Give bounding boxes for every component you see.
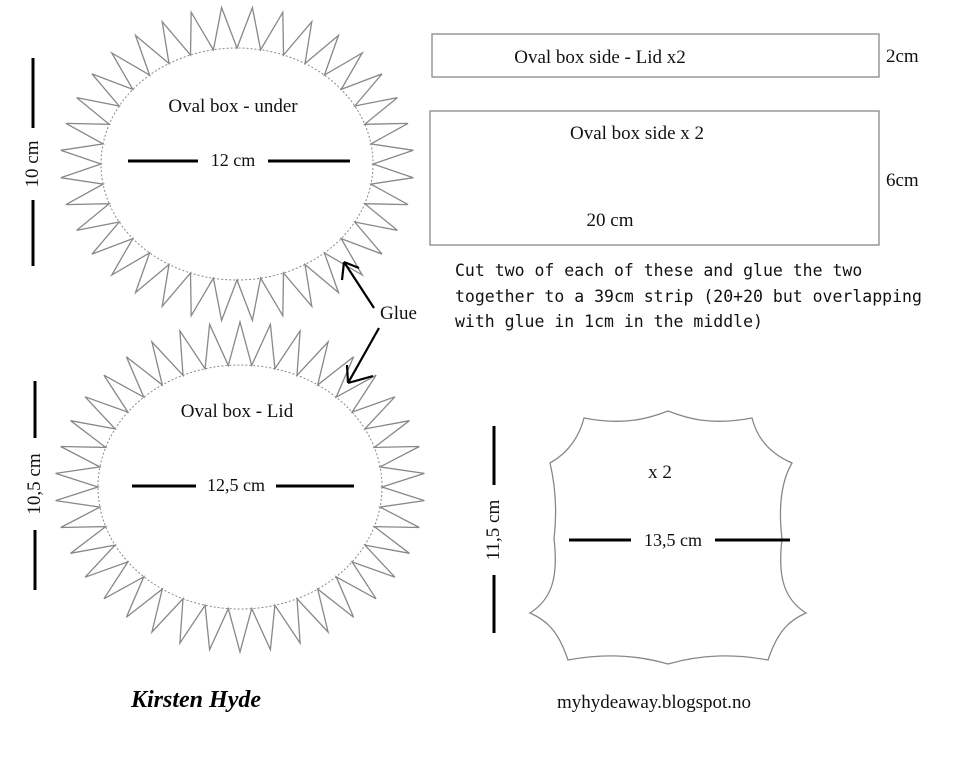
strip-side-height-label: 6cm xyxy=(886,170,919,191)
oval-under-width-label: 12 cm xyxy=(210,150,256,170)
label-shape-height-label: 11,5 cm xyxy=(483,499,504,561)
label-shape-count: x 2 xyxy=(648,462,672,483)
oval-under-height-label: 10 cm xyxy=(22,140,43,188)
instructions-line-2: together to a 39cm strip (20+20 but overlapping xyxy=(455,287,922,306)
label-shape-width-label: 13,5 cm xyxy=(644,530,702,550)
oval-under-height-dim xyxy=(22,58,43,266)
instructions-line-3: with glue in 1cm in the middle) xyxy=(455,312,763,331)
oval-under-piece xyxy=(61,8,414,321)
signature: Kirsten Hyde xyxy=(131,687,261,713)
oval-lid-height-dim xyxy=(24,381,45,590)
strip-side-label: Oval box side x 2 xyxy=(569,123,705,144)
glue-arrow-down-icon xyxy=(347,328,379,383)
strip-lid xyxy=(432,34,919,77)
label-shape-height-dim xyxy=(483,426,504,633)
oval-lid-piece xyxy=(56,322,425,652)
oval-lid-height-label: 10,5 cm xyxy=(24,453,45,515)
oval-under-title: Oval box - under xyxy=(168,96,298,117)
glue-callout xyxy=(342,262,417,383)
instructions-line-1: Cut two of each of these and glue the two xyxy=(455,261,863,280)
label-shape-piece xyxy=(530,411,806,664)
strip-side-width-label: 20 cm xyxy=(586,210,634,231)
oval-lid-width-label: 12,5 cm xyxy=(207,475,265,495)
website-label: myhydeaway.blogspot.no xyxy=(557,692,752,713)
instructions xyxy=(455,261,922,331)
strip-side xyxy=(430,111,919,245)
oval-lid-title: Oval box - Lid xyxy=(180,401,294,422)
strip-lid-label: Oval box side - Lid x2 xyxy=(514,47,686,68)
strip-lid-height-label: 2cm xyxy=(886,46,919,67)
glue-label: Glue xyxy=(380,303,417,324)
